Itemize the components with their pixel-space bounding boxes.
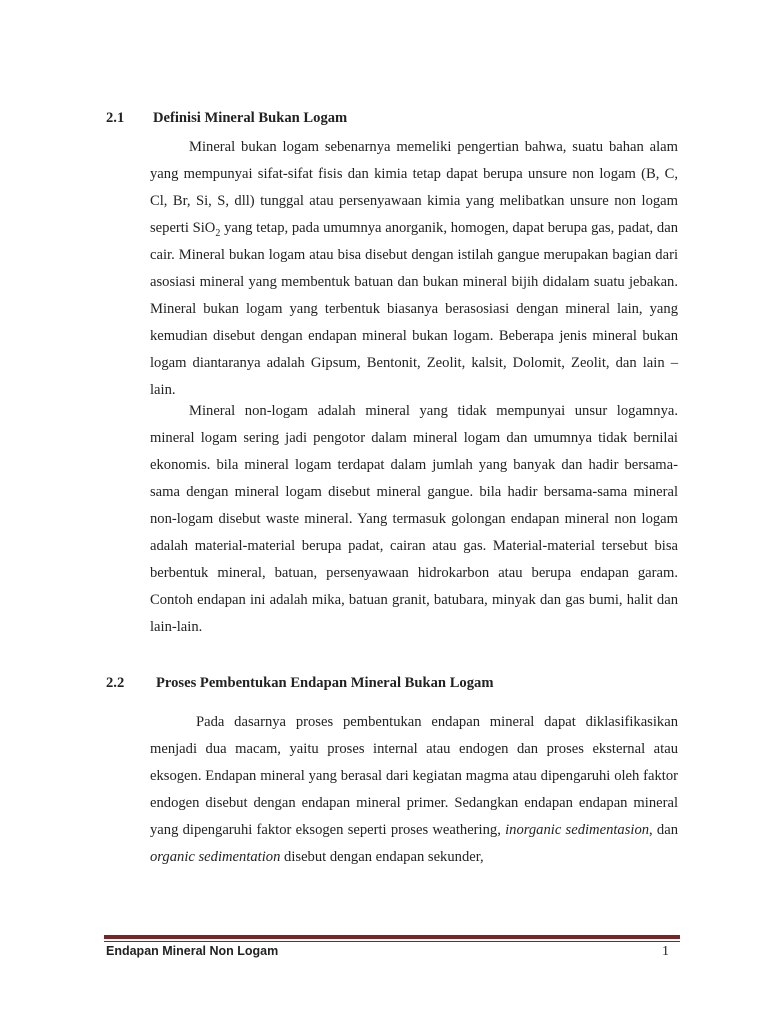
footer-divider-thin [104,941,680,942]
italic-term: inorganic sedimentasion [505,822,650,838]
section-title: Definisi Mineral Bukan Logam [153,110,348,126]
paragraph-text: Mineral bukan logam sebenarnya memeliki pengertian bahwa, suatu bahan alam yang mempunyai sifat-sifat fisis dan kimia tetap dapat berupa unsure non logam (B, C, Cl, Br, Si, S, dll) tunggal atau persenyawaan kimia yang melibatkan unsure non logam seperti SiO [150,139,678,236]
paragraph-text: , dan [649,822,679,838]
section-heading-2-2 [106,675,494,692]
footer-divider [104,935,680,939]
paragraph-text: disebut dengan endapan sekunder, [280,849,484,865]
paragraph-text: Pada dasarnya proses pembentukan endapan mineral dapat diklasifikasikan menjadi dua macam, yaitu proses internal atau endogen dan proses eksternal atau eksogen. Endapan mineral yang berasal dari kegiatan magma atau dipengaruhi oleh faktor endogen disebut dengan endapan mineral primer. Sedangkan endapan endapan mineral yang dipengaruhi faktor eksogen seperti proses weathering, [150,714,678,838]
paragraph-text: yang tetap, pada umumnya anorganik, homogen, dapat berupa gas, padat, dan cair. Mineral bukan logam atau bisa disebut dengan istilah gangue merupakan bagian dari asosiasi mineral yang membentuk batuan dan bukan mineral bijih didalam suatu jebakan. Mineral bukan logam yang terbentuk biasanya berasosiasi dengan mineral lain, yang kemudian disebut dengan endapan mineral bukan logam. Beberapa jenis mineral bukan logam diantaranya adalah Gipsum, Bentonit, Zeolit, kalsit, Dolomit, Zeolit, dan lain – lain. [150,220,678,398]
section-number: 2.1 [106,110,125,126]
paragraph-non-logam [150,398,678,641]
page-number: 1 [662,944,669,959]
section-heading-2-1 [106,110,348,127]
italic-term: organic sedimentation [150,849,281,865]
paragraph-text: Mineral non-logam adalah mineral yang tidak mempunyai unsur logamnya. mineral logam sering jadi pengotor dalam mineral logam dan umumnya tidak bernilai ekonomis. bila mineral logam terdapat dalam jumlah yang banyak dan hadir bersama-sama dengan mineral logam disebut mineral gangue. bila hadir bersama-sama mineral non-logam disebut waste mineral. Yang termasuk golongan endapan mineral non logam adalah material-material berupa padat, cairan atau gas. Material-material tersebut bisa berbentuk mineral, batuan, persenyawaan hidrokarbon atau berupa endapan garam. Contoh endapan ini adalah mika, batuan granit, batubara, minyak dan gas bumi, halit dan lain-lain. [150,403,678,635]
paragraph-proses [150,709,678,871]
subscript: 2 [215,227,221,239]
paragraph-definition [150,134,678,404]
footer-title: Endapan Mineral Non Logam [106,944,279,958]
section-title: Proses Pembentukan Endapan Mineral Bukan Logam [156,675,494,691]
section-number: 2.2 [106,675,125,691]
